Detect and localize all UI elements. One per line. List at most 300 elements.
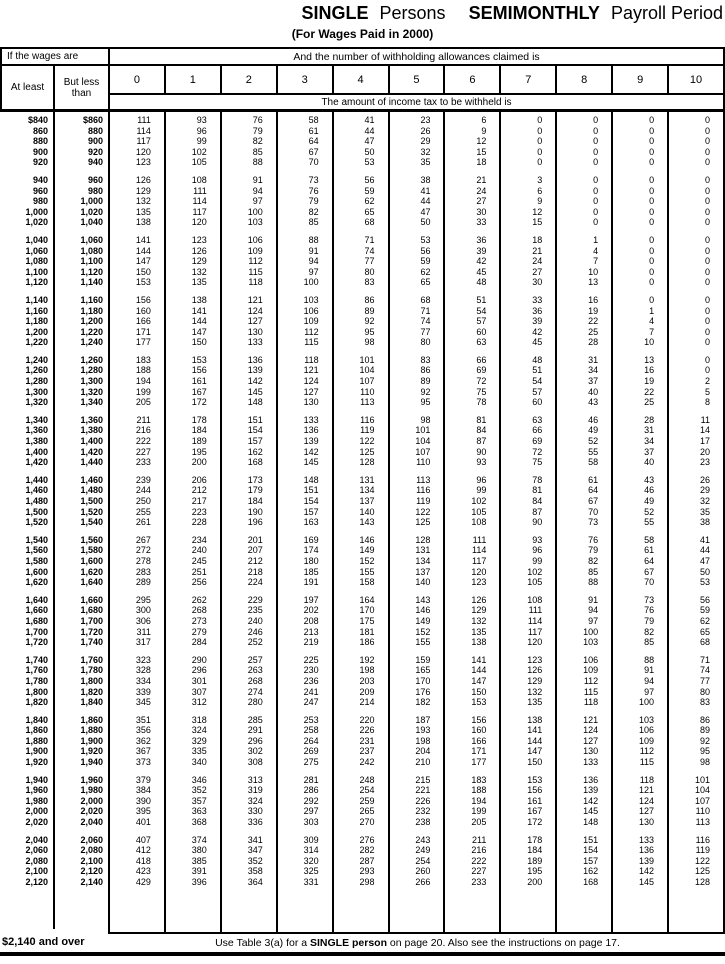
tax-amount-value: 16 <box>588 294 599 305</box>
tax-amount-value: 264 <box>303 735 319 746</box>
but-less-than-value: 1,980 <box>80 785 103 796</box>
tax-amount-value: 195 <box>527 866 543 877</box>
tax-amount-value: 0 <box>649 115 655 125</box>
tax-amount-value: 134 <box>415 555 431 566</box>
tax-amount-value: 171 <box>135 326 151 337</box>
tax-amount-value: 20 <box>699 446 710 457</box>
tax-amount-value: 150 <box>471 686 487 697</box>
tax-amount-value: 335 <box>191 746 207 757</box>
tax-amount-value: 48 <box>532 354 543 365</box>
tax-amount-value: 149 <box>415 615 431 626</box>
tax-amount-value: 24 <box>476 185 487 196</box>
at-least-value: 960 <box>32 185 48 196</box>
tax-amount-value: 0 <box>704 125 710 136</box>
but-less-than-value: 1,480 <box>80 485 103 496</box>
tax-amount-value: 0 <box>704 217 710 228</box>
tax-amount-value: 120 <box>527 637 543 648</box>
tax-amount-value: 127 <box>303 386 319 397</box>
page-subtitle: (For Wages Paid in 2000) <box>291 27 434 41</box>
tax-amount-value: 301 <box>191 675 207 686</box>
but-less-than-value: 1,600 <box>80 555 103 566</box>
tax-amount-value: 207 <box>247 545 263 556</box>
at-least-value: 1,640 <box>25 594 48 605</box>
tax-amount-value: 170 <box>359 605 375 616</box>
tax-amount-value: 44 <box>364 125 375 136</box>
tax-amount-value: 31 <box>588 354 599 365</box>
tax-amount-value: 23 <box>699 457 710 468</box>
at-least-value: 1,940 <box>25 774 48 785</box>
at-least-value: 1,340 <box>25 414 48 425</box>
tax-amount-value: 347 <box>247 845 263 856</box>
tax-amount-value: 151 <box>303 485 319 496</box>
tax-amount-value: 292 <box>303 795 319 806</box>
tax-amount-value: 50 <box>364 146 375 157</box>
tax-amount-value: 82 <box>308 206 319 217</box>
tax-amount-value: 311 <box>136 626 151 637</box>
at-least-value: 1,240 <box>25 354 48 365</box>
tax-amount-value: 148 <box>303 474 319 485</box>
tax-amount-value: 68 <box>420 294 431 305</box>
tax-amount-value: 189 <box>191 436 207 447</box>
tax-amount-value: 141 <box>527 725 543 736</box>
tax-amount-value: 112 <box>583 675 599 686</box>
tax-amount-value: 0 <box>704 266 710 277</box>
tax-amount-value: 143 <box>415 594 431 605</box>
tax-amount-value: 320 <box>303 855 319 866</box>
tax-amount-value: 224 <box>247 577 263 588</box>
tax-amount-value: 423 <box>135 866 151 877</box>
tax-amount-value: 213 <box>303 626 319 637</box>
tax-amount-value: 166 <box>471 735 487 746</box>
but-less-than-value: 1,900 <box>80 735 103 746</box>
tax-amount-value: 108 <box>527 594 543 605</box>
tax-amount-value: 76 <box>588 534 599 545</box>
tax-amount-value: 18 <box>476 157 487 168</box>
tax-amount-value: 8 <box>704 397 710 408</box>
tax-amount-value: 137 <box>415 566 431 577</box>
tax-amount-value: 191 <box>303 577 319 588</box>
footer-note-suffix: on page 20. Also see the instructions on page 17. <box>387 937 620 949</box>
tax-amount-value: 199 <box>135 386 151 397</box>
tax-amount-value: 78 <box>476 397 487 408</box>
tax-amount-value: 59 <box>699 605 710 616</box>
tax-amount-value: 112 <box>639 746 655 757</box>
tax-amount-value: 70 <box>308 157 319 168</box>
at-least-value: 1,500 <box>25 506 48 517</box>
tax-amount-value: 3 <box>537 174 543 185</box>
tax-amount-value: 47 <box>420 206 431 217</box>
tax-amount-value: 194 <box>135 376 151 387</box>
tax-amount-value: 132 <box>135 196 151 207</box>
tax-amount-value: 0 <box>704 136 710 147</box>
at-least-value: 1,480 <box>25 496 48 506</box>
tax-amount-value: 127 <box>583 735 599 746</box>
tax-amount-value: 68 <box>364 217 375 228</box>
tax-amount-value: 336 <box>247 817 263 828</box>
tax-amount-value: 66 <box>532 425 543 436</box>
at-least-value: 1,680 <box>25 615 48 626</box>
tax-amount-value: 73 <box>308 174 319 185</box>
tax-amount-value: 340 <box>191 757 207 768</box>
tax-amount-value: 24 <box>532 256 543 267</box>
tax-amount-value: 0 <box>704 157 710 168</box>
tax-amount-value: 95 <box>699 746 710 757</box>
tax-amount-value: 429 <box>135 877 151 887</box>
column-divider <box>220 112 222 932</box>
tax-amount-value: 117 <box>136 136 151 147</box>
tax-amount-value: 0 <box>649 174 655 185</box>
tax-amount-value: 136 <box>639 845 655 856</box>
tax-amount-value: 158 <box>359 577 375 588</box>
tax-amount-value: 352 <box>247 855 263 866</box>
but-less-than-value: 2,020 <box>80 806 103 817</box>
tax-amount-value: 58 <box>644 534 655 545</box>
at-least-value: 980 <box>32 196 48 207</box>
tax-amount-value: 115 <box>639 757 655 768</box>
allowance-number-row <box>110 66 725 95</box>
at-least-value: 1,620 <box>25 577 48 588</box>
title-single: SINGLE <box>301 3 369 23</box>
tax-amount-value: 128 <box>694 877 710 887</box>
tax-amount-value: 37 <box>644 446 655 457</box>
tax-amount-value: 230 <box>303 665 319 676</box>
tax-amount-value: 91 <box>588 594 599 605</box>
tax-amount-value: 106 <box>247 234 263 245</box>
tax-amount-value: 85 <box>588 566 599 577</box>
tax-amount-value: 161 <box>527 795 543 806</box>
at-least-value: 1,900 <box>25 746 48 757</box>
tax-amount-value: 58 <box>588 457 599 468</box>
tax-amount-value: 46 <box>588 414 599 425</box>
tax-amount-value: 71 <box>699 654 710 665</box>
tax-amount-value: 187 <box>415 714 431 725</box>
tax-amount-value: 303 <box>303 817 319 828</box>
tax-amount-value: 7 <box>649 326 655 337</box>
tax-amount-value: 223 <box>191 506 207 517</box>
tax-amount-value: 17 <box>699 436 710 447</box>
tax-amount-value: 0 <box>704 354 710 365</box>
but-less-than-value: 1,500 <box>80 496 103 506</box>
tax-amount-value: 10 <box>588 266 599 277</box>
tax-amount-value: 108 <box>191 174 207 185</box>
but-less-than-value: 880 <box>87 125 103 136</box>
at-least-value: 1,220 <box>25 337 48 348</box>
tax-amount-value: 37 <box>588 376 599 387</box>
tax-amount-value: 216 <box>471 845 487 856</box>
tax-amount-value: 124 <box>247 305 263 316</box>
but-less-than-value: 980 <box>87 185 103 196</box>
tax-amount-value: 143 <box>359 517 375 528</box>
tax-amount-value: 138 <box>471 637 487 648</box>
tax-amount-value: 77 <box>420 326 431 337</box>
tax-amount-value: 117 <box>472 555 487 566</box>
column-divider <box>53 112 55 929</box>
tax-amount-value: 114 <box>472 545 487 556</box>
tax-amount-value: 5 <box>704 386 710 397</box>
tax-amount-value: 0 <box>704 256 710 267</box>
tax-amount-value: 126 <box>527 665 543 676</box>
tax-amount-value: 80 <box>364 266 375 277</box>
at-least-value: 1,200 <box>25 326 48 337</box>
tax-amount-value: 257 <box>247 654 263 665</box>
tax-amount-value: 132 <box>191 266 207 277</box>
tax-amount-value: 75 <box>476 386 487 397</box>
tax-amount-value: 125 <box>359 446 375 457</box>
tax-amount-value: 146 <box>415 605 431 616</box>
tax-amount-value: 262 <box>191 594 207 605</box>
tax-amount-value: 114 <box>136 125 151 136</box>
tax-amount-value: 130 <box>247 326 263 337</box>
tax-amount-value: 138 <box>191 294 207 305</box>
tax-amount-value: 94 <box>644 675 655 686</box>
tax-amount-value: 99 <box>532 555 543 566</box>
tax-amount-value: 19 <box>588 305 599 316</box>
tax-amount-value: 220 <box>359 714 375 725</box>
tax-amount-value: 21 <box>532 245 543 256</box>
tax-amount-value: 328 <box>135 665 151 676</box>
tax-amount-value: 160 <box>135 305 151 316</box>
tax-amount-value: 100 <box>247 206 263 217</box>
tax-amount-value: 52 <box>588 436 599 447</box>
tax-amount-value: 7 <box>593 256 599 267</box>
tax-amount-value: 85 <box>252 146 263 157</box>
but-less-than-value: 1,000 <box>80 196 103 207</box>
tax-amount-value: 81 <box>476 414 487 425</box>
tax-amount-value: 168 <box>583 877 599 887</box>
tax-amount-value: 208 <box>303 615 319 626</box>
tax-amount-value: 160 <box>471 725 487 736</box>
tax-amount-value: 34 <box>644 436 655 447</box>
tax-amount-value: 215 <box>415 774 431 785</box>
but-less-than-value: 1,340 <box>80 397 103 408</box>
tax-amount-value: 255 <box>135 506 151 517</box>
tax-amount-value: 239 <box>135 474 151 485</box>
tax-amount-value: 259 <box>359 795 375 806</box>
tax-amount-value: 0 <box>537 136 543 147</box>
over-amount-label: $2,140 and over <box>2 936 85 948</box>
tax-amount-value: 199 <box>471 806 487 817</box>
tax-amount-value: 55 <box>644 517 655 528</box>
tax-amount-value: 15 <box>532 217 543 228</box>
tax-amount-value: 282 <box>359 845 375 856</box>
tax-amount-value: 109 <box>583 665 599 676</box>
tax-amount-value: 9 <box>481 125 487 136</box>
tax-amount-value: 47 <box>699 555 710 566</box>
but-less-than-value: 1,780 <box>80 665 103 676</box>
tax-amount-value: 1 <box>593 234 599 245</box>
tax-amount-value: 186 <box>359 637 375 648</box>
allowance-col-header: 4 <box>334 66 390 93</box>
tax-amount-value: 112 <box>248 256 263 267</box>
tax-amount-value: 91 <box>308 245 319 256</box>
tax-amount-value: 100 <box>583 626 599 637</box>
tax-amount-value: 93 <box>532 534 543 545</box>
tax-amount-value: 148 <box>583 817 599 828</box>
but-less-than-value: 2,080 <box>80 845 103 856</box>
table-header-row-2 <box>0 66 725 112</box>
tax-amount-value: 105 <box>527 577 543 588</box>
tax-amount-value: 45 <box>532 337 543 348</box>
tax-amount-value: 240 <box>247 615 263 626</box>
tax-amount-value: 76 <box>308 185 319 196</box>
tax-amount-value: 357 <box>191 795 207 806</box>
tax-amount-value: 67 <box>644 566 655 577</box>
tax-amount-value: 285 <box>247 714 263 725</box>
at-least-value: 1,320 <box>25 397 48 408</box>
tax-amount-value: 130 <box>583 746 599 757</box>
tax-amount-value: 106 <box>303 305 319 316</box>
tax-amount-value: 88 <box>252 157 263 168</box>
tax-amount-value: 91 <box>644 665 655 676</box>
tax-amount-value: 139 <box>583 785 599 796</box>
tax-amount-value: 152 <box>359 555 375 566</box>
but-less-than-value: 1,740 <box>80 637 103 648</box>
tax-amount-value: 40 <box>644 457 655 468</box>
tax-amount-value: 63 <box>532 414 543 425</box>
tax-amount-value: 201 <box>247 534 263 545</box>
tax-amount-value: 0 <box>649 185 655 196</box>
tax-amount-value: 28 <box>644 414 655 425</box>
tax-amount-value: 176 <box>415 686 431 697</box>
tax-amount-value: 0 <box>649 234 655 245</box>
tax-amount-value: 0 <box>649 136 655 147</box>
tax-amount-value: 0 <box>704 337 710 348</box>
tax-amount-value: 193 <box>415 725 431 736</box>
tax-amount-value: 14 <box>699 425 710 436</box>
tax-amount-value: 82 <box>588 555 599 566</box>
tax-amount-value: 192 <box>359 654 375 665</box>
but-less-than-value: 1,120 <box>80 266 103 277</box>
column-divider <box>388 112 390 932</box>
tax-amount-value: 390 <box>135 795 151 806</box>
at-least-value: 2,020 <box>25 817 48 828</box>
tax-amount-value: 302 <box>247 746 263 757</box>
tax-amount-value: 81 <box>532 485 543 496</box>
tax-amount-value: 118 <box>583 697 599 708</box>
tax-amount-value: 92 <box>699 735 710 746</box>
tax-amount-value: 130 <box>639 817 655 828</box>
tax-amount-value: 242 <box>359 757 375 768</box>
tax-amount-value: 150 <box>191 337 207 348</box>
but-less-than-value: 1,940 <box>80 757 103 768</box>
at-least-value: 1,880 <box>25 735 48 746</box>
tax-amount-value: 218 <box>247 566 263 577</box>
tax-amount-value: 53 <box>364 157 375 168</box>
but-less-than-value: 1,680 <box>80 605 103 616</box>
at-least-value: 880 <box>32 136 48 147</box>
tax-amount-value: 119 <box>695 845 710 856</box>
at-least-value: 1,080 <box>25 256 48 267</box>
tax-amount-value: 27 <box>476 196 487 207</box>
tax-amount-value: 227 <box>471 866 487 877</box>
tax-amount-value: 401 <box>135 817 151 828</box>
but-less-than-value: 1,320 <box>80 386 103 397</box>
tax-amount-value: 43 <box>588 397 599 408</box>
but-less-than-value: 1,660 <box>80 594 103 605</box>
tax-amount-value: 100 <box>639 697 655 708</box>
tax-amount-value: 125 <box>694 866 710 877</box>
tax-amount-value: 97 <box>308 266 319 277</box>
tax-amount-value: 111 <box>528 605 543 616</box>
at-least-value: 1,800 <box>25 686 48 697</box>
tax-amount-value: 134 <box>359 485 375 496</box>
tax-amount-value: 167 <box>191 386 207 397</box>
tax-amount-value: 13 <box>588 277 599 288</box>
tax-amount-value: 0 <box>593 157 599 168</box>
tax-amount-value: 90 <box>476 446 487 457</box>
tax-amount-value: 76 <box>252 115 263 125</box>
but-less-than-value: 1,460 <box>80 474 103 485</box>
tax-amount-value: 256 <box>191 577 207 588</box>
tax-amount-value: 356 <box>135 725 151 736</box>
at-least-value: 940 <box>32 174 48 185</box>
tax-amount-value: 246 <box>247 626 263 637</box>
tax-amount-value: 86 <box>699 714 710 725</box>
column-divider <box>555 112 557 932</box>
tax-amount-value: 0 <box>593 136 599 147</box>
tax-amount-value: 237 <box>359 746 375 757</box>
tax-amount-value: 61 <box>308 125 319 136</box>
at-least-value: 1,040 <box>25 234 48 245</box>
table-bottom-border <box>108 932 725 934</box>
tax-amount-value: 10 <box>644 337 655 348</box>
tax-amount-value: 235 <box>247 605 263 616</box>
tax-amount-value: 243 <box>415 834 431 845</box>
tax-amount-value: 211 <box>136 414 151 425</box>
at-least-value: 1,980 <box>25 795 48 806</box>
tax-amount-value: 0 <box>593 174 599 185</box>
tax-amount-value: 131 <box>415 545 431 556</box>
tax-amount-value: 69 <box>476 365 487 376</box>
tax-amount-value: 362 <box>135 735 151 746</box>
footer-note-bold: SINGLE person <box>310 937 388 949</box>
tax-amount-value: 142 <box>583 795 599 806</box>
tax-amount-value: 279 <box>191 626 207 637</box>
tax-amount-value: 147 <box>471 675 487 686</box>
but-less-than-value: 1,720 <box>80 626 103 637</box>
tax-amount-value: 21 <box>476 174 487 185</box>
tax-amount-value: 121 <box>247 294 263 305</box>
tax-amount-value: 30 <box>476 206 487 217</box>
tax-amount-value: 136 <box>303 425 319 436</box>
tax-amount-value: 306 <box>135 615 151 626</box>
tax-amount-value: 182 <box>415 697 431 708</box>
tax-amount-value: 156 <box>471 714 487 725</box>
tax-amount-value: 153 <box>191 354 207 365</box>
tax-amount-value: 124 <box>639 795 655 806</box>
tax-amount-value: 269 <box>303 746 319 757</box>
tax-amount-value: 260 <box>415 866 431 877</box>
tax-amount-value: 211 <box>472 834 487 845</box>
tax-amount-value: 58 <box>308 115 319 125</box>
tax-amount-value: 0 <box>593 185 599 196</box>
tax-amount-value: 261 <box>135 517 151 528</box>
tax-amount-value: 183 <box>471 774 487 785</box>
tax-amount-value: 32 <box>699 496 710 506</box>
tax-amount-value: 345 <box>135 697 151 708</box>
wages-header-cell: If the wages are <box>0 49 110 64</box>
at-least-value: 1,760 <box>25 665 48 676</box>
tax-amount-value: 33 <box>476 217 487 228</box>
tax-amount-value: 149 <box>359 545 375 556</box>
tax-amount-value: 102 <box>471 496 487 506</box>
tax-amount-value: 80 <box>699 686 710 697</box>
tax-amount-value: 384 <box>135 785 151 796</box>
tax-amount-value: 59 <box>364 185 375 196</box>
tax-amount-value: 1 <box>649 305 655 316</box>
tax-amount-value: 82 <box>644 626 655 637</box>
tax-amount-value: 111 <box>193 185 207 196</box>
